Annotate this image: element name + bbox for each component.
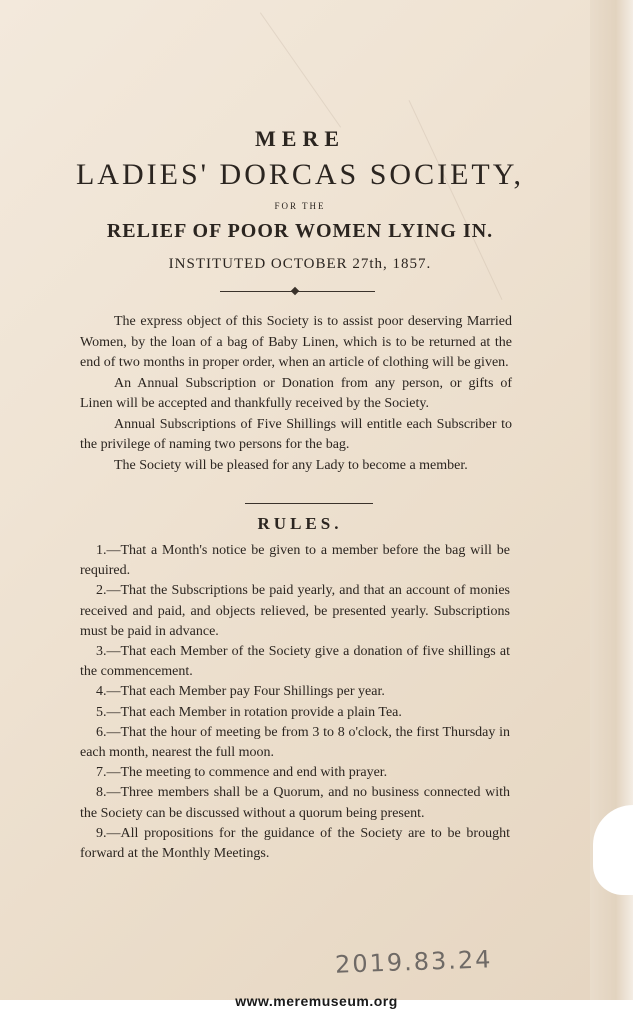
- intro-text: [80, 312, 512, 476]
- rule-item: 6.—That the hour of meeting be from 3 to 8 o'clock, the first Thursday in each month, nearest the full moon.: [80, 724, 510, 761]
- title-society: LADIES' DORCAS SOCIETY,: [75, 158, 525, 191]
- rule-item: 8.—Three members shall be a Quorum, and no business connected with the Society can be discussed without a quorum being present.: [80, 785, 510, 821]
- paper-crease: [260, 12, 341, 127]
- intro-paragraph: The Society will be pleased for any Lady to become a member.: [114, 457, 468, 473]
- subtitle-relief: RELIEF OF POOR WOMEN LYING IN.: [106, 220, 494, 242]
- rule-item: 3.—That each Member of the Society give a donation of five shillings at the commencement.: [80, 644, 510, 680]
- rules-list: [80, 541, 510, 864]
- instituted-date: INSTITUTED OCTOBER 27th, 1857.: [168, 256, 432, 272]
- rule-item: 2.—That the Subscriptions be paid yearly, and that an account of monies received and paid, and objects relieved, be presented yearly. Subscriptions must be paid in advance.: [80, 583, 510, 639]
- rule-item: 5.—That each Member in rotation provide a plain Tea.: [96, 704, 402, 720]
- rule-item: 9.—All propositions for the guidance of the Society are to be brought forward at the Monthly Meetings.: [80, 825, 510, 862]
- rule-item: 7.—The meeting to commence and end with prayer.: [96, 765, 388, 781]
- intro-paragraph: An Annual Subscription or Donation from any person, or gifts of Linen will be accepted and thankfully received by the Society.: [80, 375, 512, 411]
- intro-paragraph: Annual Subscriptions of Five Shillings will entitle each Subscriber to the privilege of naming two persons for the bag.: [80, 416, 512, 452]
- ornament-diamond: [291, 287, 299, 295]
- intro-paragraph: The express object of this Society is to assist poor deserving Married Women, by the loan of a bag of Baby Linen, which is to be returned at the end of two months in proper order, when an article of clothing will be given.: [80, 314, 512, 370]
- section-divider: [245, 503, 373, 504]
- rule-item: 1.—That a Month's notice be given to a member before the bag will be required.: [80, 543, 510, 579]
- accession-number: 2019.83.24: [334, 945, 493, 979]
- footer-url[interactable]: www.meremuseum.org: [235, 993, 398, 1009]
- rules-heading: RULES.: [257, 514, 343, 533]
- title-for-the: FOR THE: [274, 201, 326, 211]
- rule-item: 4.—That each Member pay Four Shillings per year.: [96, 684, 385, 700]
- title-mere: MERE: [255, 126, 345, 151]
